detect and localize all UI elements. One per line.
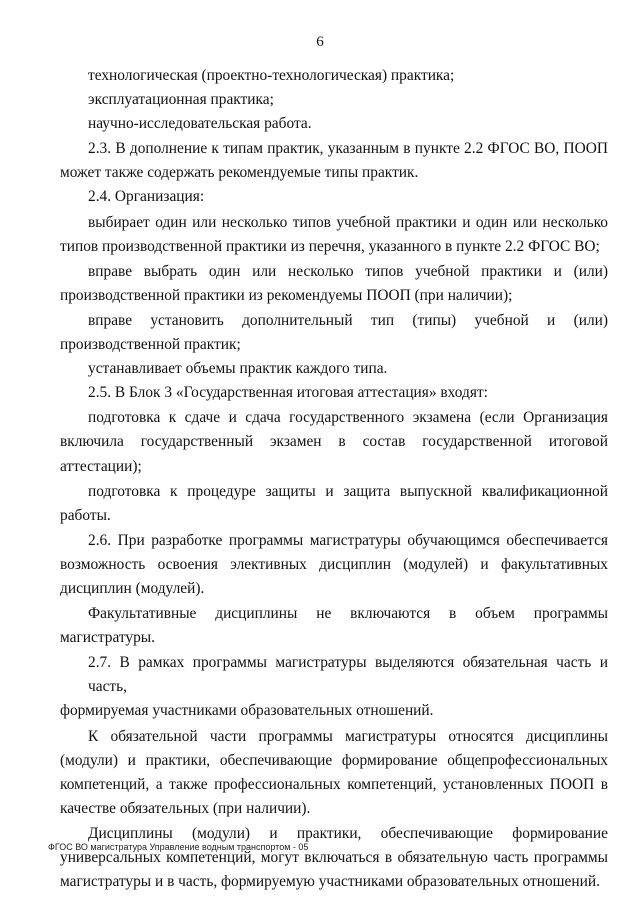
text-line: технологическая (проектно-технологическая) практика; — [88, 67, 455, 84]
text-line: работы. — [60, 506, 111, 524]
page-number: 6 — [316, 34, 324, 50]
text-line: типов производственной практики из перечня, указанного в пункте 2.2 ФГОС ВО; — [60, 237, 600, 255]
section-2-3-line: 2.3. В дополнение к типам практик, указанным в пункте 2.2 ФГОС ВО, ПООП — [88, 140, 608, 158]
section-2-4-heading: 2.4. Организация: — [88, 188, 205, 206]
text-line: может также содержать рекомендуемые типы практик. — [60, 164, 419, 182]
text-line: устанавливает объемы практик каждого типа. — [88, 360, 388, 378]
text-line: Дисциплины (модули) и практики, обеспечивающие формирование — [88, 824, 608, 842]
text-line: научно-исследовательская работа. — [88, 115, 312, 133]
text-line: (модули) и практики, обеспечивающие формирование общепрофессиональных — [60, 751, 608, 769]
text-line: производственной практик; — [60, 336, 241, 354]
text-line: К обязательной части программы магистратуры относятся дисциплины — [88, 727, 608, 745]
text-line: компетенций, а также профессиональных компетенций, установленных ПООП в — [60, 775, 608, 793]
text-line: универсальных компетенций, могут включаться в обязательную часть программы — [60, 849, 608, 866]
document-body — [60, 64, 608, 894]
section-2-6-line: 2.6. При разработке программы магистратуры обучающимся обеспечивается — [88, 531, 608, 549]
text-line: качестве обязательных (при наличии). — [60, 799, 311, 817]
text-line: подготовка к процедуре защиты и защита выпускной квалификационной — [88, 482, 608, 500]
text-line: магистратуры и в часть, формируемую участниками образовательных отношений. — [60, 873, 600, 891]
text-line: выбирает один или несколько типов учебной практики и один или несколько — [88, 213, 608, 231]
text-line: Факультативные дисциплины не включаются в объем программы — [88, 605, 608, 623]
section-2-5-heading: 2.5. В Блок 3 «Государственная итоговая аттестация» входят: — [88, 384, 488, 402]
text-line: вправе установить дополнительный тип (типы) учебной и (или) — [88, 311, 608, 329]
text-line: формируемая участниками образовательных отношений. — [60, 702, 434, 720]
page-footer: ФГОС ВО магистратура Управление водным транспортом - 05 — [48, 842, 309, 852]
text-line: вправе выбрать один или несколько типов учебной практики и (или) — [88, 262, 608, 280]
text-line: подготовка к сдаче и сдача государственного экзамена (если Организация — [88, 409, 608, 427]
text-line: магистратуры. — [60, 629, 155, 647]
text-line: дисциплин (модулей). — [60, 579, 205, 597]
section-2-7-line: 2.7. В рамках программы магистратуры выделяются обязательная часть и часть, — [88, 654, 608, 696]
text-line: возможность освоения элективных дисциплин (модулей) и факультативных — [60, 555, 608, 573]
text-line: включила государственный экзамен в состав государственной итоговой аттестации); — [60, 433, 608, 475]
text-line: эксплуатационная практика; — [88, 91, 274, 109]
text-line: производственной практики из рекомендуемы ПООП (при наличии); — [60, 286, 513, 304]
